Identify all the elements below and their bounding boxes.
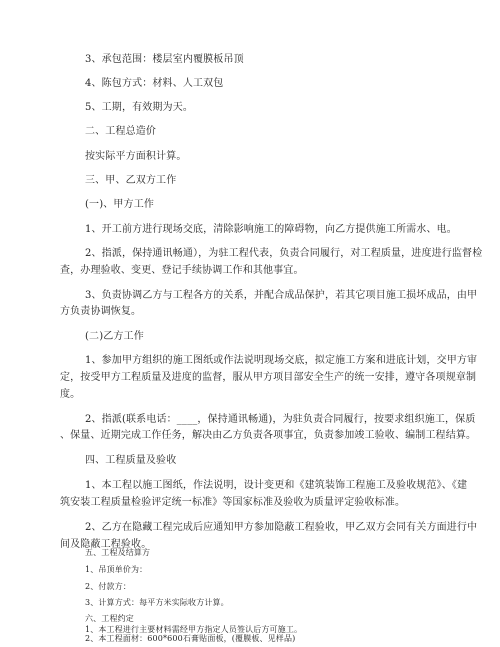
text-line: 3、承包范围：楼层室内覆膜板吊顶 [85,54,244,65]
text-line: 1、开工前方进行现场交底，清除影响施工的障碍物，向乙方提供施工所需水、电。 [85,224,457,235]
subsection-heading: (二)乙方工作 [85,331,144,342]
text-line: 查，办理验收、变更、登记手续协调工作和其他事宜。 [60,265,304,276]
section-heading: 三、甲、乙双方工作 [85,175,177,186]
text-line: 2、付款方： [85,582,131,591]
text-line: 定，按受甲方工程质量及进度的监督，服从甲方项目部安全生产的统一安排，遵守各项规章制 [60,372,477,383]
text-line: 2、指派(联系电话：____，保持通讯畅通)，为驻负责合同履行，按要求组织施工，保质 [85,414,476,425]
section-heading: 六、工程约定 [85,614,134,623]
text-line: 1、参加甲方组织的施工图纸或作法说明现场交底，拟定施工方案和进底计划，交甲方审 [85,355,478,366]
text-line: 按实际平方面积计算。 [85,151,187,162]
section-heading: 四、工程质量及验收 [85,455,177,466]
text-line: 4、陈包方式：材料、人工双包 [85,78,224,89]
section-heading: 五、工程及结算方 [85,548,151,557]
text-line: 3、计算方式：每平方米实际收方计算。 [85,598,229,607]
text-line: 5、工期，有效期为天。 [85,102,194,113]
text-line: 度。 [60,389,81,400]
text-line: 3、负责协调乙方与工程各方的关系，并配合成品保护，若其它项目施工损坏成品，由甲 [85,290,478,301]
text-line: 、保量、近期完成工作任务，解决由乙方负责各项事宜，负责参加竣工验收、编制工程结算。 [60,430,477,441]
text-line: 1、本工程以施工图纸，作法说明，设计变更和《建筑装饰工程施工及验收规范》、《建 [85,480,468,491]
text-line: 2、乙方在隐藏工程完成后应通知甲方参加隐蔽工程验收，甲乙双方会同有关方面进行中 [85,522,478,533]
text-line: 方负责协调恢复。 [60,306,142,317]
text-line: 2、本工程面材：600*600石膏贴面板，(覆膜板、见样品) [85,634,296,643]
text-line: 2、指派，保持通讯畅通），为驻工程代表，负责合同履行，对工程质量，进度进行监督检 [85,248,483,259]
subsection-heading: (一)、甲方工作 [85,199,155,210]
section-heading: 二、工程总造价 [85,126,157,137]
text-line: 筑安装工程质量检验评定统一标准》等国家标准及验收为质量评定验收标准。 [60,497,406,508]
text-line: 1、本工程进行主要材料需经甲方指定人员签认后方可施工。 [85,625,303,634]
text-line: 间及隐蔽工程验收。 [60,539,152,550]
text-line: 1、吊顶单价为： [85,565,148,574]
